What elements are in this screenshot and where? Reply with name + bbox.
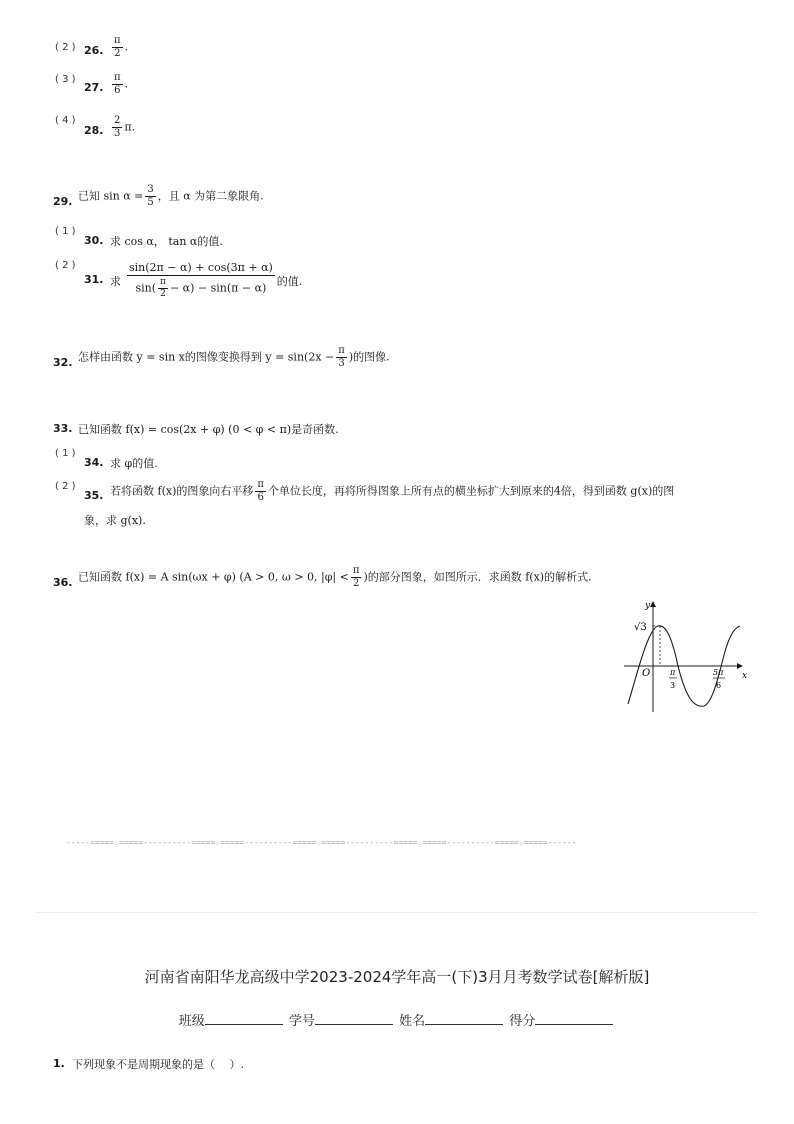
question-36-text: 已知函数 f(x) = A sin(ωx + φ) (A > 0, ω > 0, |φ| < $\frac{\pi}{2}$ )的部分图象，如图所示．求函数 f(x)的解析式.	[78, 565, 592, 589]
ymax-label: √3	[634, 622, 647, 633]
question-number: 28.	[84, 124, 104, 137]
tick-5pi6-den: 6	[716, 681, 722, 690]
question-29-text: 已知 sin α = $\frac{3}{5}$ ，且 α 为第二象限角.	[78, 184, 264, 208]
score-label: 得分	[509, 1014, 536, 1029]
question-1-text: 下列现象不是周期现象的是（ ）.	[72, 1058, 244, 1071]
sub-label: ( 3 )	[55, 74, 76, 85]
question-number: 30.	[84, 234, 104, 247]
y-axis-label: y	[645, 601, 651, 611]
name-label: 姓名	[399, 1014, 426, 1029]
question-number: 32.	[53, 356, 73, 369]
sub-label: ( 2 )	[55, 42, 76, 53]
page-title: 河南省南阳华龙高级中学2023-2024学年高一(下)3月月考数学试卷[解析版]	[144, 968, 650, 986]
student-info-fields	[0, 1010, 794, 1029]
question-number: 1.	[53, 1057, 65, 1070]
score-blank[interactable]	[535, 1012, 613, 1025]
question-35-text: 若将函数 f(x)的图象向右平移 $\frac{\pi}{6}$ 个单位长度，再将所得图象上所有点的横坐标扩大到原来的4倍，得到函数 g(x)的图	[110, 479, 675, 503]
answer-27: $\frac{\pi}{6}$ .	[114, 72, 129, 96]
question-31-text: 求 sin(2π − α) + cos(3π + α) sin( $\frac{\pi}{2}$ − α) − sin(π − α) 的值.	[110, 261, 303, 299]
question-number: 27.	[84, 81, 104, 94]
answer-28: $\frac{2}{3}$ π.	[114, 115, 136, 139]
tick-pi3-num: π	[670, 668, 676, 677]
question-number: 34.	[84, 456, 104, 469]
class-label: 班级	[178, 1014, 205, 1029]
x-axis-label: x	[742, 671, 748, 681]
sub-label: ( 2 )	[55, 260, 76, 271]
question-30-text: 求 cos α， tan α的值.	[110, 235, 223, 248]
tick-pi3-den: 3	[670, 681, 676, 690]
sub-label: ( 1 )	[55, 226, 76, 237]
question-number: 33.	[53, 422, 73, 435]
name-blank[interactable]	[425, 1012, 503, 1025]
question-number: 29.	[53, 195, 73, 208]
sub-label: ( 2 )	[55, 481, 76, 492]
question-35-text-line2: 象，求 g(x).	[84, 514, 146, 527]
page-separator	[36, 912, 758, 913]
question-number: 31.	[84, 273, 104, 286]
id-label: 学号	[288, 1014, 315, 1029]
sine-graph	[620, 598, 750, 716]
question-number: 35.	[84, 489, 104, 502]
question-33-text: 已知函数 f(x) = cos(2x + φ) (0 < φ < π)是奇函数.	[78, 423, 339, 436]
sub-label: ( 1 )	[55, 448, 76, 459]
question-number: 36.	[53, 576, 73, 589]
question-32-text: 怎样由函数 y = sin x的图像变换得到 y = sin(2x − $\frac{\pi}{3}$ )的图像.	[78, 345, 390, 369]
id-blank[interactable]	[315, 1012, 393, 1025]
question-number: 26.	[84, 44, 104, 57]
sub-label: ( 4 )	[55, 115, 76, 126]
answer-26: $\frac{\pi}{2}$ .	[114, 35, 129, 59]
tick-5pi6-num: 5π	[713, 668, 724, 677]
question-34-text: 求 φ的值.	[110, 457, 158, 470]
class-blank[interactable]	[205, 1012, 283, 1025]
section-divider: -----=====☆=====----------=====☆=====----------=====☆=====----------=====☆=====----------=====☆=====------	[66, 838, 577, 847]
origin-label: O	[642, 668, 651, 679]
